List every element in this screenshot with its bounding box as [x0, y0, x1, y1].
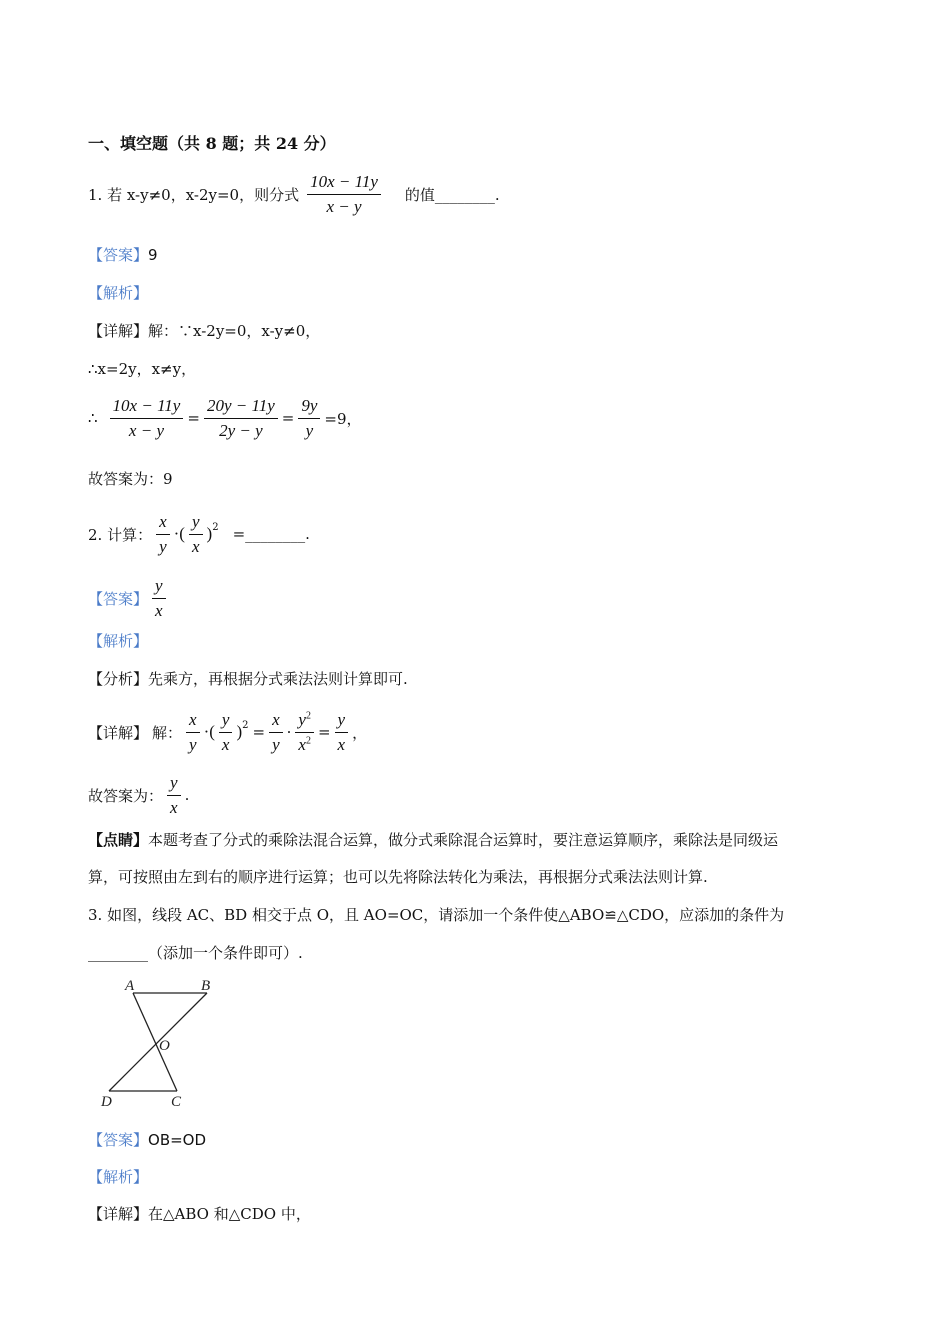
q2-b-num: y — [189, 512, 203, 535]
q1-prefix: 1. 若 x-y≠0，x-2y=0，则分式 — [88, 185, 300, 204]
q3-answer — [88, 1129, 206, 1150]
detail-text: 在△ABO 和△CDO 中， — [148, 1205, 311, 1223]
q1-answer — [88, 244, 158, 265]
q1-equation — [88, 396, 362, 440]
q2-conclusion — [88, 773, 189, 817]
q3-analysis-tag: 【解析】 — [88, 1168, 149, 1186]
q3-figure — [95, 975, 225, 1110]
q2-frac-a — [156, 512, 170, 556]
d5-den: x — [337, 734, 346, 754]
q3-detail — [88, 1203, 311, 1224]
label-B: B — [201, 978, 211, 994]
q1-detail — [88, 320, 320, 341]
q2-answer-fraction — [152, 576, 166, 620]
q2-a-den: y — [159, 536, 167, 556]
q2-suffix: =________. — [232, 525, 310, 544]
q2-ans-num: y — [152, 576, 166, 599]
question-1 — [88, 172, 500, 216]
q2-fenxi — [88, 668, 408, 689]
q2-ans-den: x — [155, 600, 163, 620]
d-dot-paren: ·( — [203, 722, 215, 742]
q2-close-paren: ) — [206, 524, 213, 544]
d4-den: $x^2$ — [298, 734, 311, 754]
d3-den: y — [272, 734, 280, 754]
d-frac-4 — [295, 710, 314, 754]
detail-tag: 【详解】 — [88, 723, 149, 742]
q3-line2: ________（添加一个条件即可）. — [88, 944, 303, 962]
d-comma: ， — [352, 723, 368, 742]
eq-sign-1: = — [187, 409, 200, 428]
q1-analysis-tag: 【解析】 — [88, 284, 149, 302]
detail-tag: 【详解】 — [88, 322, 149, 340]
section-title: 一、填空题（共 8 题；共 24 分） — [88, 134, 336, 153]
conclusion-fraction — [167, 773, 181, 817]
d-eq-1: = — [252, 723, 266, 742]
d-dot: · — [286, 723, 292, 742]
q2-a-num: x — [156, 512, 170, 535]
q2-b-den: x — [191, 536, 200, 556]
d5-num: y — [335, 710, 349, 733]
q1-frac-numerator: 10x − 11y — [307, 172, 381, 195]
label-O: O — [159, 1038, 170, 1054]
d-close-paren: ) — [236, 722, 243, 742]
q2-comment-line1 — [88, 829, 778, 850]
question-2 — [88, 512, 310, 556]
d2-num: y — [219, 710, 233, 733]
q1-fraction — [307, 172, 381, 216]
d3-num: x — [269, 710, 283, 733]
q1-suffix: 的值________. — [404, 185, 500, 204]
d2-den: x — [221, 734, 230, 754]
eq-fraction-3 — [298, 396, 320, 440]
d1-den: y — [189, 734, 197, 754]
q1-frac-denominator: x − y — [326, 196, 362, 216]
eq-f3-den: y — [305, 420, 314, 440]
label-D: D — [101, 1094, 112, 1110]
q2-exponent: 2 — [212, 521, 219, 533]
detail-text: 解：∵x-2y=0，x-y≠0， — [148, 322, 321, 340]
label-C: C — [171, 1094, 182, 1110]
c-den: x — [170, 797, 178, 817]
q3-line1: 3. 如图，线段 AC、BD 相交于点 O，且 AO=OC，请添加一个条件使△ABO≌△CDO，应添加的条件为 — [88, 906, 785, 924]
d4-num: $y^2$ — [295, 710, 314, 733]
d-frac-1 — [186, 710, 200, 754]
answer-tag: 【答案】 — [88, 246, 149, 264]
detail-tag: 【详解】 — [88, 1205, 149, 1223]
d-frac-2 — [219, 710, 233, 754]
c-num: y — [167, 773, 181, 796]
q1-conclusion: 故答案为：9 — [88, 470, 173, 488]
q2-analysis-tag: 【解析】 — [88, 632, 149, 650]
detail-text: 解： — [152, 723, 183, 742]
answer-value: 9 — [148, 246, 158, 264]
q2-answer — [88, 576, 166, 620]
fenxi-text: 先乘方，再根据分式乘法法则计算即可. — [148, 670, 408, 688]
d-frac-5 — [335, 710, 349, 754]
comment-text-1: 本题考查了分式的乘除法混合运算，做分式乘除混合运算时，要注意运算顺序，乘除法是同级运 — [148, 831, 779, 849]
eq-fraction-1 — [110, 396, 184, 440]
eq-f1-num: 10x − 11y — [110, 396, 184, 419]
q2-frac-b — [189, 512, 203, 556]
eq-f3-num: 9y — [298, 396, 320, 419]
comment-tag: 【点睛】 — [88, 831, 149, 849]
q2-dot-paren: ·( — [173, 524, 185, 544]
d-frac-3 — [269, 710, 283, 754]
eq-f1-den: x − y — [128, 420, 164, 440]
q2-detail — [88, 710, 367, 754]
answer-value: OB=OD — [148, 1131, 207, 1149]
eq-f2-num: 20y − 11y — [204, 396, 278, 419]
answer-tag: 【答案】 — [88, 1131, 149, 1149]
q2-comment-line2: 算，可按照由左到右的顺序进行运算；也可以先将除法转化为乘法，再根据分式乘法法则计算. — [88, 868, 708, 886]
q1-line2: ∴x=2y，x≠y， — [88, 360, 197, 378]
fenxi-tag: 【分析】 — [88, 670, 149, 688]
label-A: A — [125, 978, 135, 994]
q2-prefix: 2. 计算： — [88, 525, 153, 544]
d-exponent: 2 — [242, 719, 249, 731]
segment-BD — [109, 993, 207, 1091]
eq-sign-2: = — [281, 409, 295, 428]
d1-num: x — [186, 710, 200, 733]
eq-result: =9， — [324, 409, 362, 428]
eq-fraction-2 — [204, 396, 278, 440]
conclusion-period: . — [184, 786, 190, 805]
conclusion-prefix: 故答案为： — [88, 786, 164, 805]
segment-AC — [133, 993, 177, 1091]
d-eq-2: = — [317, 723, 331, 742]
answer-tag: 【答案】 — [88, 589, 149, 608]
therefore-symbol: ∴ — [88, 409, 98, 428]
eq-f2-den: 2y − y — [219, 420, 263, 440]
